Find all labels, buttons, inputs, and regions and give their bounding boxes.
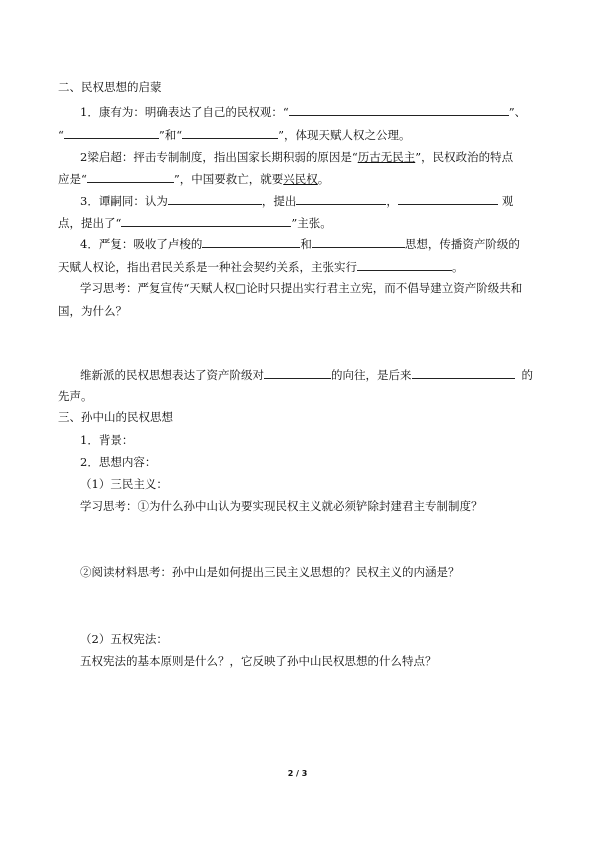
blank-field[interactable] bbox=[289, 104, 509, 116]
blank-field[interactable] bbox=[312, 236, 405, 248]
underlined-term: 兴民权 bbox=[283, 172, 318, 186]
blank-field[interactable] bbox=[412, 367, 515, 379]
yan-line2: 天赋人权论，指出君民关系是一种社会契约关系，主张实行 。 bbox=[58, 260, 464, 274]
blank-field[interactable] bbox=[398, 193, 498, 205]
blank-field[interactable] bbox=[202, 236, 300, 248]
blank-field[interactable] bbox=[168, 193, 262, 205]
summary-line1: 维新派的民权思想表达了资产阶级对 的向往，是后来 的 bbox=[80, 368, 533, 382]
section3-heading: 三、孙中山的民权思想 bbox=[58, 410, 173, 424]
kang-line1: 1．康有为：明确表达了自己的民权观：“ ”、 bbox=[80, 105, 527, 119]
kang-line2: “ ”和“ ”，体现天赋人权之公理。 bbox=[58, 128, 411, 142]
summary-line2: 先声。 bbox=[58, 389, 93, 403]
three-principles-label: （1）三民主义： bbox=[80, 477, 168, 491]
tan-line2: 点，提出了“ ”主张。 bbox=[58, 216, 332, 230]
blank-field[interactable] bbox=[296, 193, 386, 205]
background-item: 1．背景： bbox=[80, 433, 134, 447]
tan-line1: 3．谭嗣同：认为 ，提出 ， 观 bbox=[80, 194, 514, 208]
content-item: 2．思想内容： bbox=[80, 455, 157, 469]
blank-field[interactable] bbox=[182, 127, 278, 139]
blank-field[interactable] bbox=[357, 259, 452, 271]
study-question-2: ②阅读材料思考：孙中山是如何提出三民主义思想的？民权主义的内涵是？ bbox=[80, 565, 460, 579]
yan-line1: 4．严复：吸收了卢梭的 和 思想，传播资产阶级的 bbox=[80, 237, 520, 251]
five-power-label: （2）五权宪法： bbox=[80, 632, 168, 646]
section2-heading: 二、民权思想的启蒙 bbox=[58, 80, 162, 94]
liang-line1: 2梁启超：抨击专制制度，指出国家长期积弱的原因是“历古无民主”，民权政治的特点 bbox=[80, 150, 514, 164]
liang-line2: 应是“ ”，中国要救亡，就要兴民权。 bbox=[58, 172, 330, 186]
underlined-term: 历古无民主 bbox=[357, 150, 416, 164]
study-question-line2: 国，为什么？ bbox=[58, 304, 127, 318]
study-question-1: 学习思考：①为什么孙中山认为要实现民权主义就必须铲除封建君主专制制度？ bbox=[80, 499, 483, 513]
five-power-question: 五权宪法的基本原则是什么？，它反映了孙中山民权思想的什么特点？ bbox=[80, 654, 437, 668]
blank-field[interactable] bbox=[264, 367, 331, 379]
blank-field[interactable] bbox=[64, 127, 159, 139]
blank-field[interactable] bbox=[87, 171, 174, 183]
blank-field[interactable] bbox=[121, 215, 291, 227]
page-number: 2 / 3 bbox=[287, 769, 308, 778]
study-question-line1: 学习思考：严复宣传“天赋人权□论时只提出实行君主立宪，而不倡导建立资产阶级共和 bbox=[80, 281, 523, 295]
